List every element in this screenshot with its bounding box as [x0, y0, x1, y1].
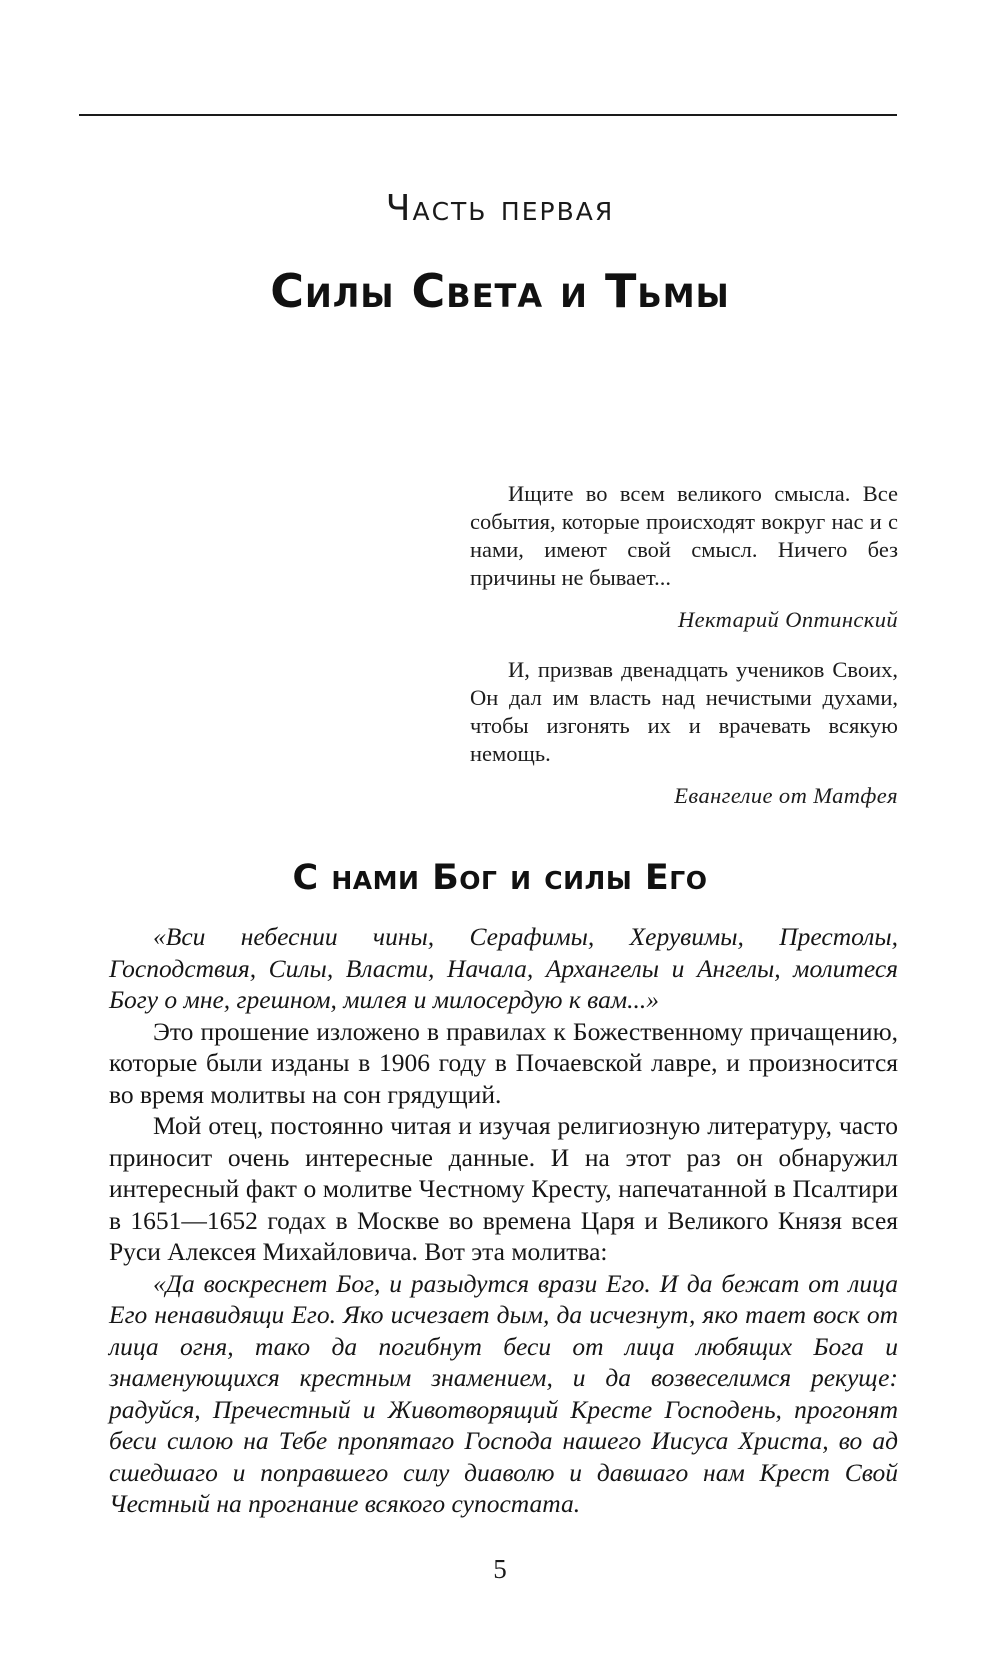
epigraph — [470, 480, 898, 634]
chapter-title: С нами Бог и силы Его — [292, 858, 708, 898]
body-paragraph: Мой отец, постоянно читая и изучая религиозную литературу, часто приносит очень интересные данные. И на этот раз он обнаружил интересный факт о молитве Честному Кресту, напечатанной в Псалтири в 1651—1652 годах в Москве во времена Царя и Великого Князя всея Руси Алексея Михайловича. Вот эта молитва: — [109, 1111, 898, 1266]
page-number: 5 — [493, 1554, 507, 1584]
epigraph-source: Евангелие от Матфея — [674, 783, 898, 808]
epigraphs — [470, 480, 898, 810]
top-rule — [79, 114, 897, 116]
part-label: Часть первая — [385, 188, 615, 229]
prayer-quote: «Да воскреснет Бог, и разыдутся врази Его. И да бежат от лица Его ненавидящи Его. Яко исчезает дым, да исчезнут, яко тает воск от лица огня, тако да погибнут беси от лица любящих Бога и знаменующихся крестным знамением, и да возвеселимся рекуще: радуйся, Пречестный и Животворящий Кресте Господень, прогонят беси силою на Тебе пропятаго Господа нашего Иисуса Христа, во ад сшедшаго и поправшего силу диаволю и давшаго нам Крест Свой Честный на прогнание всякого супостата. — [109, 1268, 898, 1518]
epigraph-source: Нектарий Оптинский — [678, 607, 898, 632]
epigraph-text: И, призвав двенадцать учеников Своих, Он дал им власть над нечистыми духами, чтобы изгонять их и врачевать всякую немощь. — [470, 657, 898, 766]
epigraph — [470, 656, 898, 810]
chapter-body — [109, 921, 898, 1520]
prayer-quote: «Вси небеснии чины, Серафимы, Херувимы, Престолы, Господствия, Силы, Власти, Начала, Архангелы и Ангелы, молитеся Богу о мне, грешном, милея и милосердую к вам...» — [109, 922, 898, 1014]
body-paragraph: Это прошение изложено в правилах к Божественному причащению, которые были изданы в 1906 году в Почаевской лавре, и произносится во время молитвы на сон грядущий. — [109, 1016, 898, 1109]
part-title: Силы Света и Тьмы — [270, 264, 730, 318]
epigraph-text: Ищите во всем великого смысла. Все события, которые происходят вокруг нас и с нами, имеют свой смысл. Ничего без причины не бывает... — [470, 481, 898, 590]
